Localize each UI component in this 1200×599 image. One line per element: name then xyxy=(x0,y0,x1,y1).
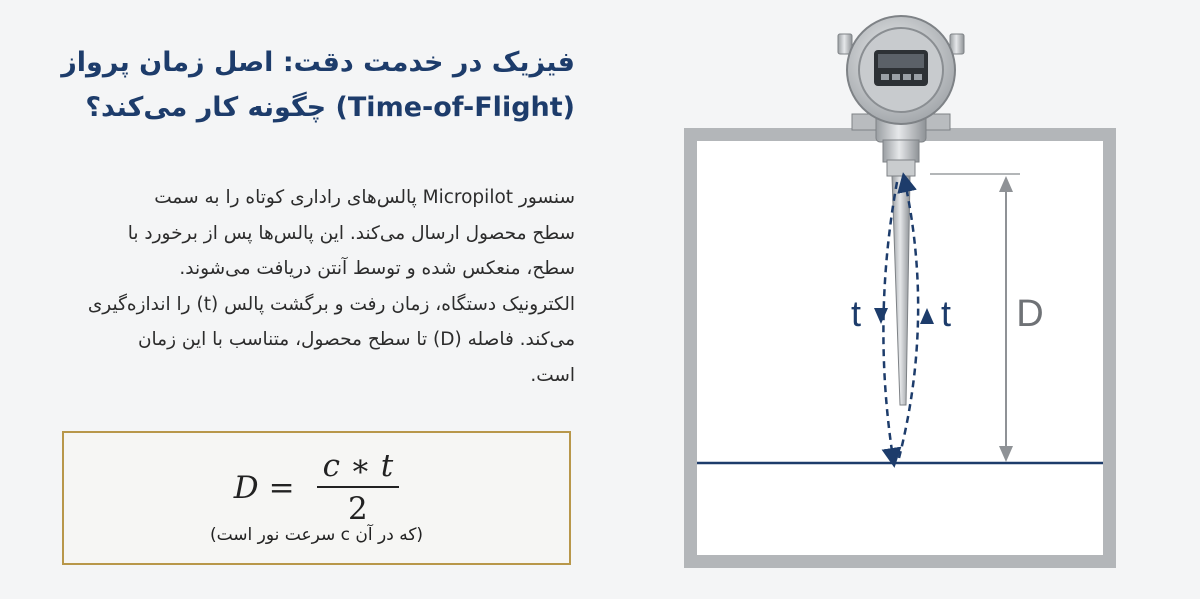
label-t-down: t xyxy=(850,293,862,334)
formula-denominator: 2 xyxy=(348,491,368,527)
process-connection xyxy=(883,140,919,162)
description-line: می‌کند. فاصله (D) تا سطح محصول، متناسب با این زمان xyxy=(137,329,575,350)
display-screen xyxy=(878,54,924,68)
title-line-1: فیزیک در خدمت دقت: اصل زمان پرواز xyxy=(61,47,575,78)
keypad-key xyxy=(903,74,911,80)
thread-section xyxy=(887,160,915,176)
label-t-up: t xyxy=(940,293,952,334)
description-line: الکترونیک دستگاه، زمان رفت و برگشت پالس (t) را اندازه‌گیری xyxy=(87,293,575,315)
description-line: سنسور Micropilot پالس‌های راداری کوتاه را به سمت xyxy=(154,187,575,208)
formula-lhs: D xyxy=(233,470,259,506)
keypad-key xyxy=(892,74,900,80)
description-line: است. xyxy=(530,364,575,386)
keypad-key xyxy=(881,74,889,80)
formula-note: (که در آن c سرعت نور است) xyxy=(209,525,424,545)
formula-equals: = xyxy=(268,470,295,506)
formula-numerator: c ∗ t xyxy=(317,449,400,488)
title-line-2: (Time-of-Flight) چگونه کار می‌کند؟ xyxy=(85,92,575,123)
label-distance: D xyxy=(1016,293,1044,335)
description-line: سطح محصول ارسال می‌کند. این پالس‌ها پس از برخورد با xyxy=(127,222,575,244)
keypad-key xyxy=(914,74,922,80)
description-line: سطح، منعکس شده و توسط آنتن دریافت می‌شوند. xyxy=(179,258,575,279)
